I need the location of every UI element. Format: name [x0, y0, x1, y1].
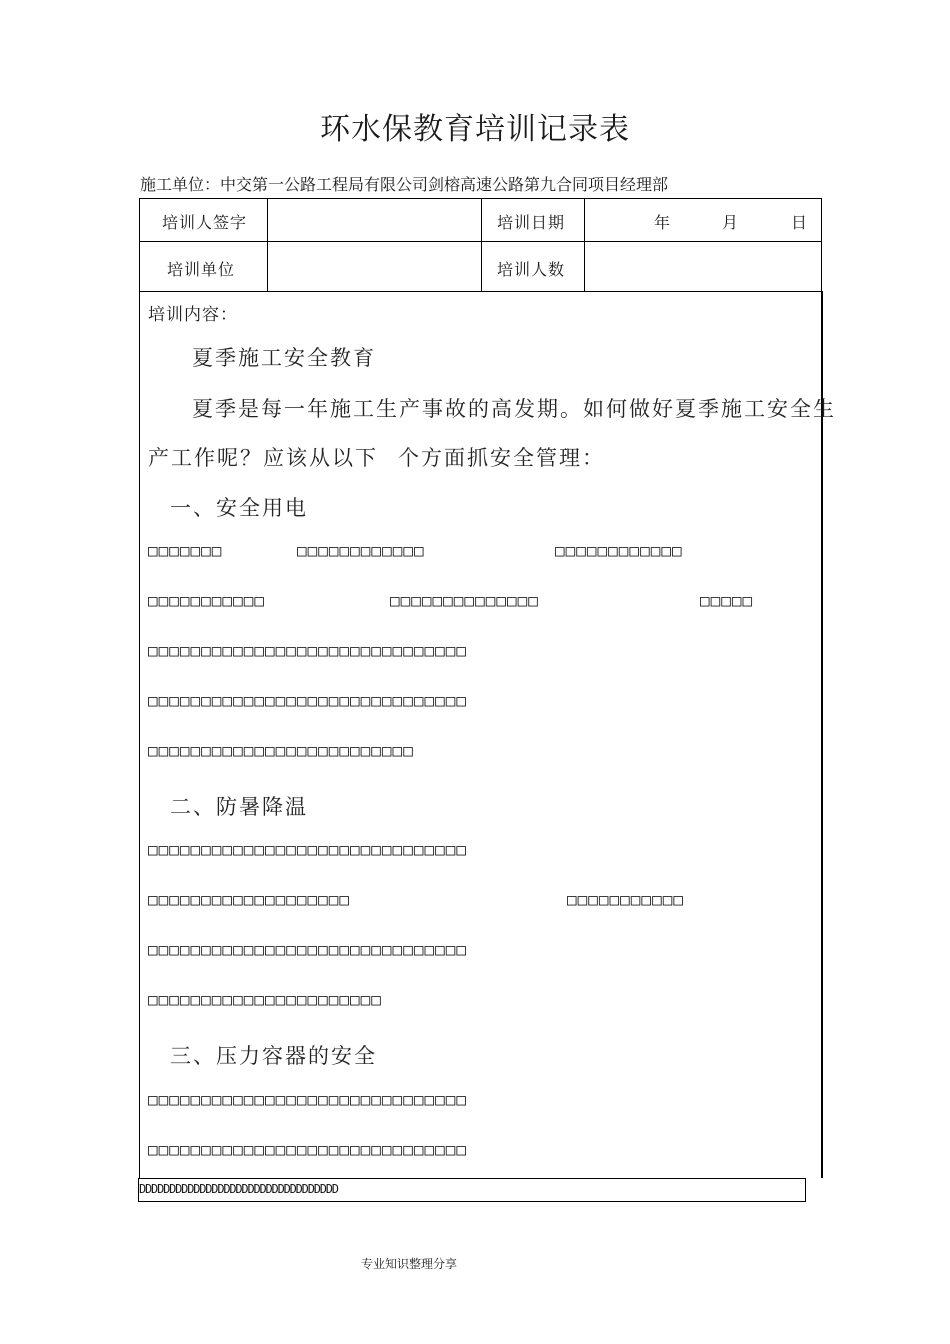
- footer-garbled-text: DDDDDDDDDDDDDDDDDDDDDDDDDDDDDDDDD: [139, 1182, 338, 1196]
- trainee-count-label: 培训人数: [497, 260, 566, 279]
- placeholder-text: □□□□□□□□□□□□□□□□□□□□□□: [148, 990, 382, 1009]
- date-month-label: 月: [722, 213, 740, 232]
- training-date-label: 培训日期: [497, 213, 566, 232]
- placeholder-text: □□□□□: [700, 591, 754, 610]
- info-table: [139, 198, 822, 292]
- placeholder-text: □□□□□□□□□□□□□□□□□□□□□□□□□□□□□□: [148, 840, 467, 859]
- intro-line-2b: 个方面抓安全管理：: [398, 446, 605, 470]
- placeholder-text: □□□□□□□□□□□□□□: [390, 591, 539, 610]
- section-heading-pressure-vessel: 三、压力容器的安全: [170, 1044, 377, 1068]
- document-title: 环水保教育培训记录表: [320, 112, 630, 147]
- section-heading-electricity: 一、安全用电: [170, 496, 308, 520]
- table-col-divider: [267, 199, 268, 291]
- section-heading-heatstroke: 二、防暑降温: [170, 795, 308, 819]
- placeholder-text: □□□□□□□□□□□□□□□□□□□□□□□□□□□□□□: [148, 940, 467, 959]
- table-col-divider: [481, 199, 482, 291]
- content-heading: 夏季施工安全教育: [192, 346, 376, 370]
- placeholder-text: □□□□□□□□□□□□□□□□□□□: [148, 890, 351, 909]
- training-unit-label: 培训单位: [167, 260, 236, 279]
- trainer-sign-label: 培训人签字: [162, 213, 248, 232]
- content-label: 培训内容：: [148, 305, 238, 325]
- placeholder-text: □□□□□□□□□□□□□□□□□□□□□□□□□□□□□□: [148, 641, 467, 660]
- training-content-box: [139, 291, 836, 1178]
- table-col-divider: [584, 199, 585, 291]
- placeholder-text: □□□□□□□: [148, 541, 223, 560]
- date-day-label: 日: [791, 213, 809, 232]
- placeholder-text: □□□□□□□□□□□: [148, 591, 265, 610]
- placeholder-text: □□□□□□□□□□□□□□□□□□□□□□□□□□□□□□: [148, 1090, 467, 1109]
- placeholder-text: □□□□□□□□□□□□□□□□□□□□□□□□□□□□□□: [148, 1140, 467, 1159]
- date-year-label: 年: [654, 213, 672, 232]
- intro-line-1: 夏季是每一年施工生产事故的高发期。如何做好夏季施工安全生: [192, 397, 836, 421]
- page-note: 专业知识整理分享: [361, 1257, 458, 1271]
- placeholder-text: □□□□□□□□□□□□: [297, 541, 425, 560]
- placeholder-text: □□□□□□□□□□□: [567, 890, 684, 909]
- construction-unit: 施工单位：中交第一公路工程局有限公司剑榕高速公路第九合同项目经理部: [140, 175, 669, 194]
- placeholder-text: □□□□□□□□□□□□: [555, 541, 683, 560]
- intro-line-2a: 产工作呢？应该从以下: [148, 446, 378, 470]
- placeholder-text: □□□□□□□□□□□□□□□□□□□□□□□□□: [148, 741, 414, 760]
- placeholder-text: □□□□□□□□□□□□□□□□□□□□□□□□□□□□□□: [148, 691, 467, 710]
- footer-box: [138, 1178, 806, 1202]
